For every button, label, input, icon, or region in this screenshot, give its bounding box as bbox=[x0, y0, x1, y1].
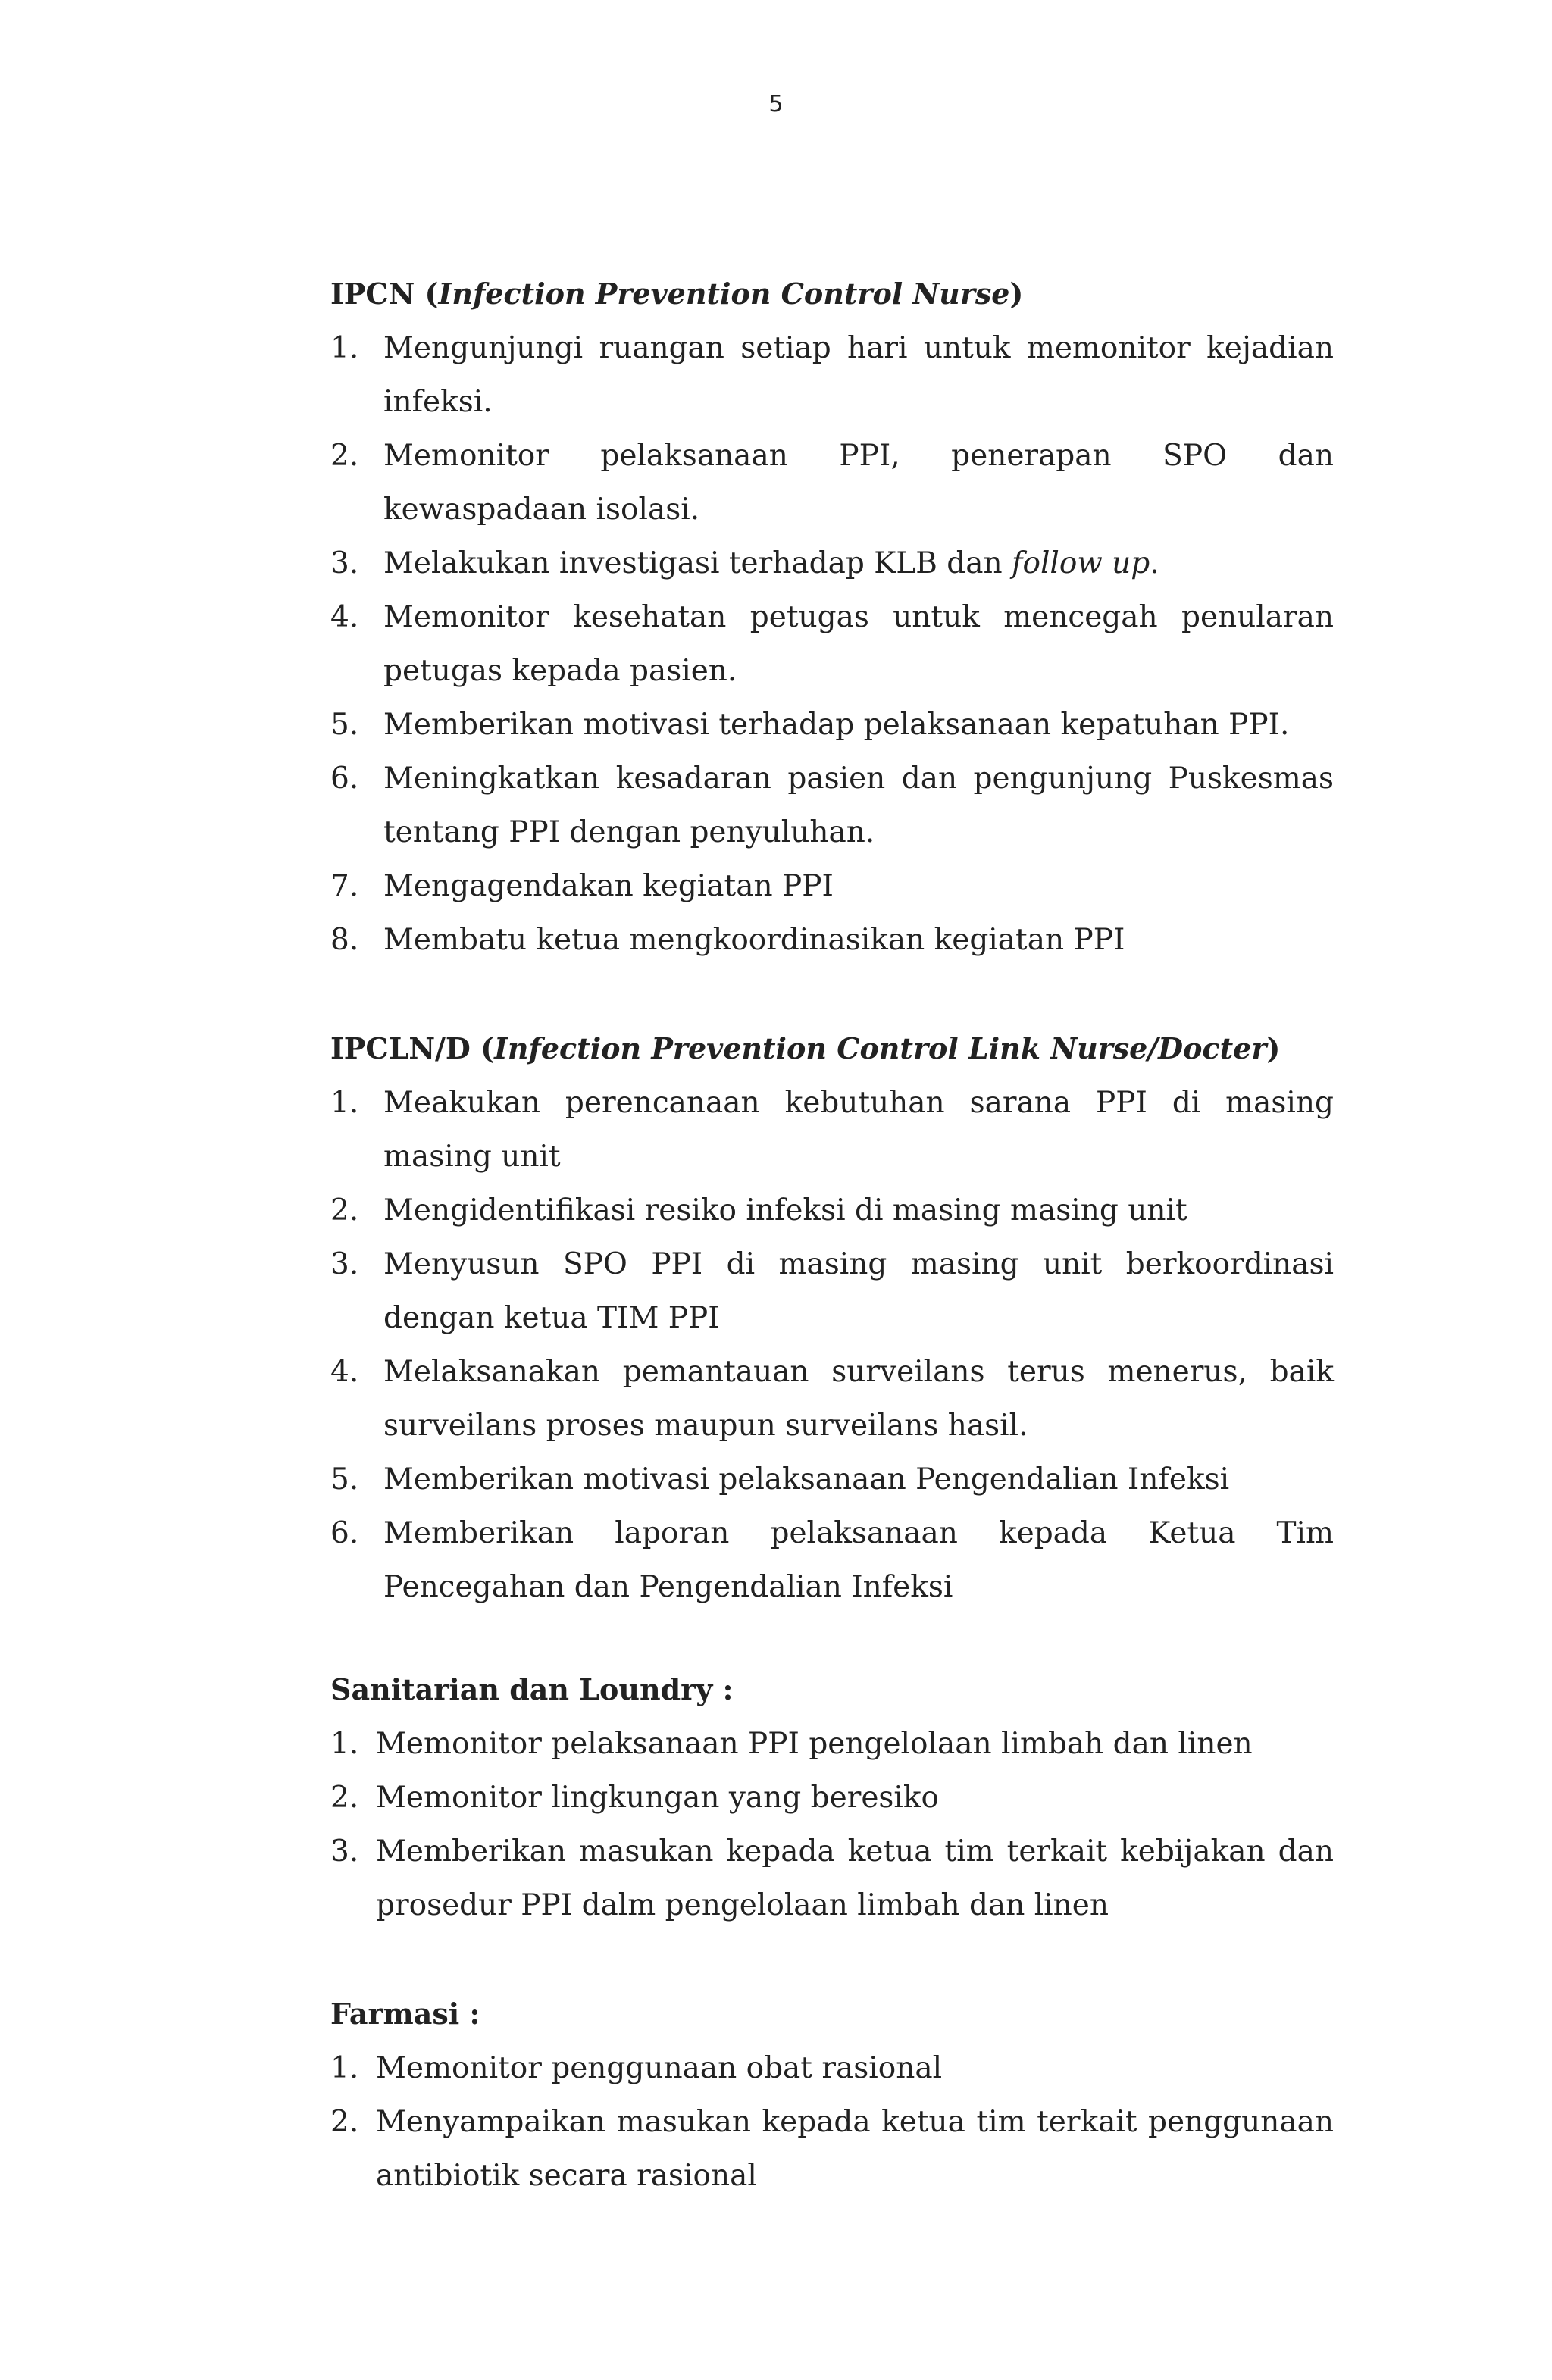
list-item bbox=[330, 913, 1334, 967]
section-heading bbox=[330, 267, 1334, 321]
list-item bbox=[330, 1453, 1334, 1506]
item-italic-text: follow up bbox=[1012, 546, 1150, 580]
item-text: Meakukan perencanaan kebutuhan sarana PPI di masing masing unit bbox=[383, 1086, 1334, 1174]
section-heading: Sanitarian dan Loundry : bbox=[330, 1672, 734, 1706]
item-text: Menyampaikan masukan kepada ketua tim terkait penggunaan antibiotik secara rasional bbox=[376, 2105, 1334, 2193]
item-text: Memonitor pelaksanaan PPI pengelolaan limbah dan linen bbox=[376, 1727, 1253, 1761]
item-number: 4. bbox=[330, 1355, 359, 1389]
item-number: 8. bbox=[330, 923, 359, 957]
list-item bbox=[330, 2095, 1334, 2203]
item-number: 2. bbox=[330, 1193, 359, 1228]
item-text: Memberikan laporan pelaksanaan kepada Ketua Tim Pencegahan dan Pengendalian Infeksi bbox=[383, 1516, 1334, 1604]
item-number: 6. bbox=[330, 762, 359, 796]
list-item bbox=[330, 1184, 1334, 1237]
item-number: 4. bbox=[330, 600, 359, 634]
item-text: Memberikan motivasi pelaksanaan Pengendalian Infeksi bbox=[383, 1462, 1230, 1496]
item-text: Memonitor penggunaan obat rasional bbox=[376, 2051, 943, 2085]
list-item bbox=[330, 859, 1334, 913]
ipcn-task-list bbox=[330, 321, 1334, 967]
list-item bbox=[330, 1345, 1334, 1453]
list-item bbox=[330, 590, 1334, 698]
item-number: 2. bbox=[330, 439, 359, 473]
list-item bbox=[330, 1717, 1334, 1771]
list-item bbox=[330, 321, 1334, 429]
heading-text: IPCN ( bbox=[330, 277, 439, 311]
item-number: 1. bbox=[330, 1727, 359, 1761]
item-text bbox=[383, 536, 1334, 590]
item-number: 3. bbox=[330, 1247, 359, 1281]
item-number: 5. bbox=[330, 708, 359, 742]
item-number: 7. bbox=[330, 869, 359, 903]
item-number: 1. bbox=[330, 2051, 359, 2085]
heading-italic-text: Infection Prevention Control Nurse bbox=[438, 277, 1010, 311]
section-ipcln bbox=[330, 1021, 1334, 1614]
list-item bbox=[330, 1237, 1334, 1345]
item-text: Menyusun SPO PPI di masing masing unit berkoordinasi dengan ketua TIM PPI bbox=[383, 1247, 1334, 1335]
item-text: Memberikan masukan kepada ketua tim terkait kebijakan dan prosedur PPI dalm pengelolaan limbah dan linen bbox=[376, 1834, 1334, 1922]
item-text: Mengunjungi ruangan setiap hari untuk memonitor kejadian infeksi. bbox=[383, 331, 1334, 419]
item-text: Memonitor pelaksanaan PPI, penerapan SPO dan kewaspadaan isolasi. bbox=[383, 439, 1334, 527]
item-text: Meningkatkan kesadaran pasien dan pengunjung Puskesmas tentang PPI dengan penyuluhan. bbox=[383, 762, 1334, 849]
item-text: Mengagendakan kegiatan PPI bbox=[383, 869, 834, 903]
farmasi-task-list bbox=[330, 2041, 1334, 2203]
item-number: 3. bbox=[330, 1834, 359, 1869]
heading-text: IPCLN/D ( bbox=[330, 1031, 495, 1065]
heading-tail: ) bbox=[1266, 1031, 1281, 1065]
item-text: Memonitor lingkungan yang beresiko bbox=[376, 1781, 940, 1815]
item-number: 2. bbox=[330, 1781, 359, 1815]
sanitarian-task-list bbox=[330, 1717, 1334, 1932]
item-text: Mengidentifikasi resiko infeksi di masing masing unit bbox=[383, 1193, 1187, 1228]
list-item bbox=[330, 1076, 1334, 1184]
list-item bbox=[330, 429, 1334, 536]
item-number: 1. bbox=[330, 1086, 359, 1120]
item-text-start: Melakukan investigasi terhadap KLB dan bbox=[383, 546, 1012, 580]
list-item bbox=[330, 1771, 1334, 1825]
item-text: Membatu ketua mengkoordinasikan kegiatan PPI bbox=[383, 923, 1125, 957]
list-item bbox=[330, 752, 1334, 859]
item-number: 5. bbox=[330, 1462, 359, 1496]
item-number: 2. bbox=[330, 2105, 359, 2139]
item-text: Memonitor kesehatan petugas untuk mencegah penularan petugas kepada pasien. bbox=[383, 600, 1334, 688]
item-number: 3. bbox=[330, 546, 359, 580]
ipcln-task-list bbox=[330, 1076, 1334, 1614]
list-item bbox=[330, 698, 1334, 752]
section-heading: Farmasi : bbox=[330, 1997, 480, 2031]
section-sanitarian bbox=[330, 1662, 1334, 1932]
section-farmasi bbox=[330, 1987, 1334, 2203]
section-ipcn bbox=[330, 267, 1334, 967]
item-number: 6. bbox=[330, 1516, 359, 1550]
list-item bbox=[330, 2041, 1334, 2095]
item-number: 1. bbox=[330, 331, 359, 365]
item-text: Memberikan motivasi terhadap pelaksanaan kepatuhan PPI. bbox=[383, 708, 1290, 742]
item-text: Melaksanakan pemantauan surveilans terus menerus, baik surveilans proses maupun surveilans hasil. bbox=[383, 1355, 1334, 1443]
list-item bbox=[330, 1825, 1334, 1932]
section-heading bbox=[330, 1021, 1334, 1076]
list-item bbox=[330, 1506, 1334, 1614]
heading-tail: ) bbox=[1009, 277, 1024, 311]
heading-italic-text: Infection Prevention Control Link Nurse/Docter bbox=[494, 1031, 1267, 1065]
list-item bbox=[330, 536, 1334, 590]
page-number: 5 bbox=[768, 91, 784, 117]
item-text-end: . bbox=[1150, 546, 1159, 580]
